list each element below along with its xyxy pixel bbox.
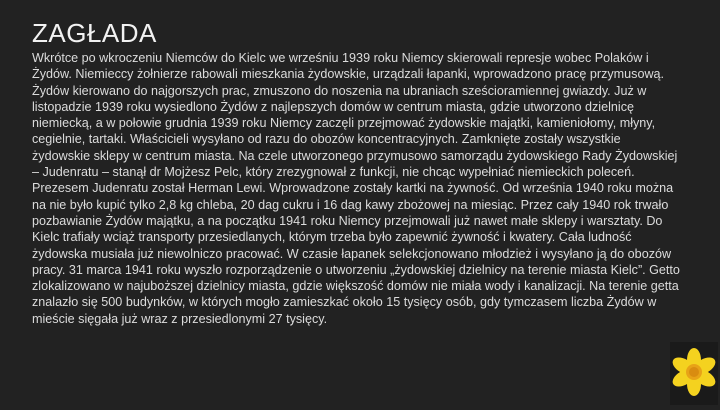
daffodil-icon: [670, 342, 718, 405]
slide-body-text: Wkrótce po wkroczeniu Niemców do Kielc we wrześniu 1939 roku Niemcy skierowali represje wobec Polaków i Żydów. Niemieccy żołnierze rabowali mieszkania żydowskie, urządzali łapanki, wprowadzono pracę przymusową. Żydów kierowano do najgorszych prac, zmuszono do noszenia na ubraniach sześcioramiennej gwiazdy. Już w listopadzie 1939 roku wysiedlono Żydów z najlepszych domów w centrum miasta, gdzie utworzono dzielnicę niemiecką, a w połowie grudnia 1939 roku Niemcy zaczęli przejmować żydowskie majątki, kamieniołomy, młyny, cegielnie, tartaki. Właścicieli wysyłano od razu do obozów koncentracyjnych. Zamknięte zostały wszystkie żydowskie sklepy w centrum miasta. Na czele utworzonego przymusowo samorządu żydowskiego Rady Żydowskiej – Judenratu – stanął dr Mojżesz Pelc, który zrezygnował z funkcji, nie chcąc wypełniać niemieckich poleceń. Prezesem Judenratu został Herman Lewi. Wprowadzone zostały kartki na żywność. Od września 1940 roku można na nie było kupić tylko 2,8 kg chleba, 20 dag cukru i 16 dag kawy zbożowej na miesiąc. Przez cały 1940 rok trwało pozbawianie Żydów majątku, a na początku 1941 roku Niemcy przejmowali już nawet małe sklepy i warsztaty. Do Kielc trafiały wciąż transporty przesiedlanych, którym trzeba było zapewnić żywność i kwatery. Cała ludność żydowska musiała już niewolniczo pracować. W czasie łapanek selekcjonowano młodzież i wysyłano ją do obozów pracy. 31 marca 1941 roku wyszło rozporządzenie o utworzeniu „żydowskiej dzielnicy na terenie miasta Kielc”. Getto zlokalizowano w najuboższej dzielnicy miasta, gdzie większość domów nie miała wody i kanalizacji. Na terenie getta znalazło się 500 budynków, w których mogło zamieszkać około 15 tysięcy osób, gdy tymczasem liczba Żydów w mieście sięgała już wraz z przesiedlonymi 27 tysięcy.: [32, 51, 680, 326]
slide-title: ZAGŁADA: [32, 18, 157, 48]
